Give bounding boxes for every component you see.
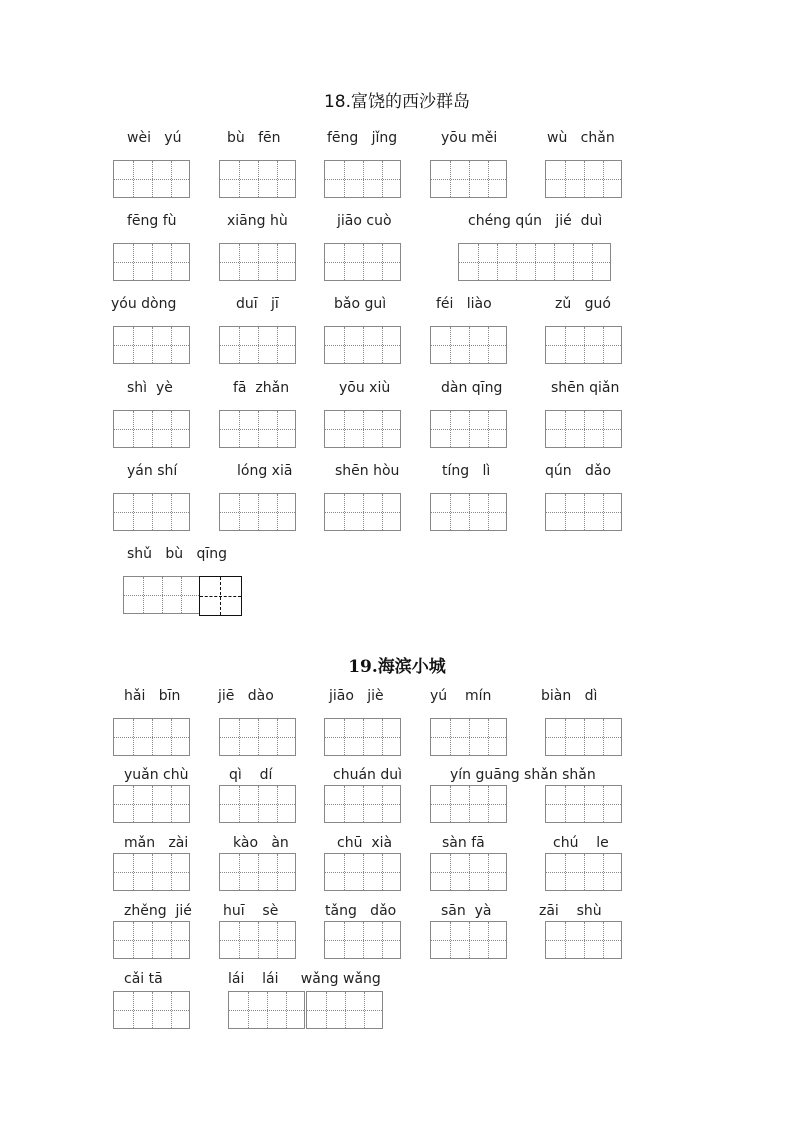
writing-grid [228,991,305,1029]
pinyin-label: dàn qīng [441,380,503,396]
writing-grid [324,785,401,823]
writing-grid [430,853,507,891]
writing-grid [113,493,190,531]
pinyin-label: kào àn [233,835,289,851]
pinyin-label: fēng fù [127,213,177,229]
writing-grid [545,326,622,364]
writing-grid [324,326,401,364]
writing-grid [324,853,401,891]
pinyin-label: bù fēn [227,130,281,146]
pinyin-label: hǎi bīn [124,688,181,704]
writing-grid [219,243,296,281]
pinyin-label: shēn qiǎn [551,380,620,396]
writing-grid [430,718,507,756]
writing-grid [113,785,190,823]
pinyin-label: shì yè [127,380,173,396]
writing-grid [545,853,622,891]
writing-grid [324,718,401,756]
writing-grid [324,243,401,281]
pinyin-label: biàn dì [541,688,598,704]
writing-grid [123,576,200,614]
writing-grid [219,718,296,756]
writing-grid [113,718,190,756]
writing-grid [545,718,622,756]
pinyin-label: yuǎn chù [124,767,189,783]
pinyin-label: zāi shù [539,903,602,919]
writing-grid [430,785,507,823]
pinyin-label: qún dǎo [545,463,612,479]
pinyin-label: lóng xiā [237,463,293,479]
writing-grid [219,921,296,959]
pinyin-label: tǎng dǎo [325,903,397,919]
pinyin-label: yōu měi [441,130,498,146]
writing-grid [545,921,622,959]
writing-grid [219,326,296,364]
pinyin-label: bǎo guì [334,296,387,312]
pinyin-label: wù chǎn [547,130,615,146]
writing-grid [324,160,401,198]
pinyin-label: zǔ guó [555,296,611,312]
writing-grid [545,160,622,198]
pinyin-label: duī jī [236,296,279,312]
pinyin-label: sān yà [441,903,492,919]
pinyin-label: féi liào [436,296,492,312]
writing-grid [306,991,383,1029]
writing-grid [113,243,190,281]
pinyin-label: sàn fā [442,835,485,851]
lesson-19-title: 19.海滨小城 [348,657,446,677]
pinyin-label: huī sè [223,903,279,919]
writing-grid [324,493,401,531]
writing-grid [113,326,190,364]
pinyin-label: mǎn zài [124,835,189,851]
writing-grid [324,921,401,959]
writing-grid [430,160,507,198]
writing-grid [545,493,622,531]
writing-grid [113,921,190,959]
writing-grid [324,410,401,448]
writing-grid [545,410,622,448]
writing-grid [113,410,190,448]
pinyin-label: xiāng hù [227,213,288,229]
pinyin-label: shǔ bù qīng [127,546,228,562]
writing-grid [113,991,190,1029]
writing-grid [113,160,190,198]
pinyin-label: jiāo cuò [337,213,392,229]
writing-grid [219,785,296,823]
pinyin-label: yán shí [127,463,178,479]
pinyin-label: qì dí [229,767,273,783]
pinyin-label: tíng lì [442,463,491,479]
writing-grid [430,493,507,531]
writing-grid [113,853,190,891]
pinyin-label: jiāo jiè [329,688,384,704]
pinyin-label: wèi yú [127,130,182,146]
writing-grid [219,410,296,448]
pinyin-label: chuán duì [333,767,402,783]
large-writing-square [199,576,242,616]
pinyin-label: chú le [553,835,609,851]
pinyin-label: jiē dào [218,688,274,704]
pinyin-label: fā zhǎn [233,380,290,396]
pinyin-label: yín guāng shǎn shǎn [450,767,596,783]
writing-grid [219,493,296,531]
writing-grid [219,160,296,198]
pinyin-label: yóu dòng [111,296,177,312]
pinyin-label: yōu xiù [339,380,391,396]
writing-grid [458,243,611,281]
lesson-18-title: 18.富饶的西沙群岛 [323,92,471,112]
writing-grid [545,785,622,823]
writing-grid [430,326,507,364]
pinyin-label: chéng qún jié duì [468,213,603,229]
pinyin-label: chū xià [337,835,393,851]
writing-grid [430,921,507,959]
pinyin-label: zhěng jié [124,903,192,919]
pinyin-label: cǎi tā [124,971,163,987]
pinyin-label: lái lái wǎng wǎng [228,971,381,987]
writing-grid [219,853,296,891]
pinyin-label: fēng jǐng [327,130,398,146]
writing-grid [430,410,507,448]
pinyin-label: shēn hòu [335,463,400,479]
pinyin-label: yú mín [430,688,492,704]
